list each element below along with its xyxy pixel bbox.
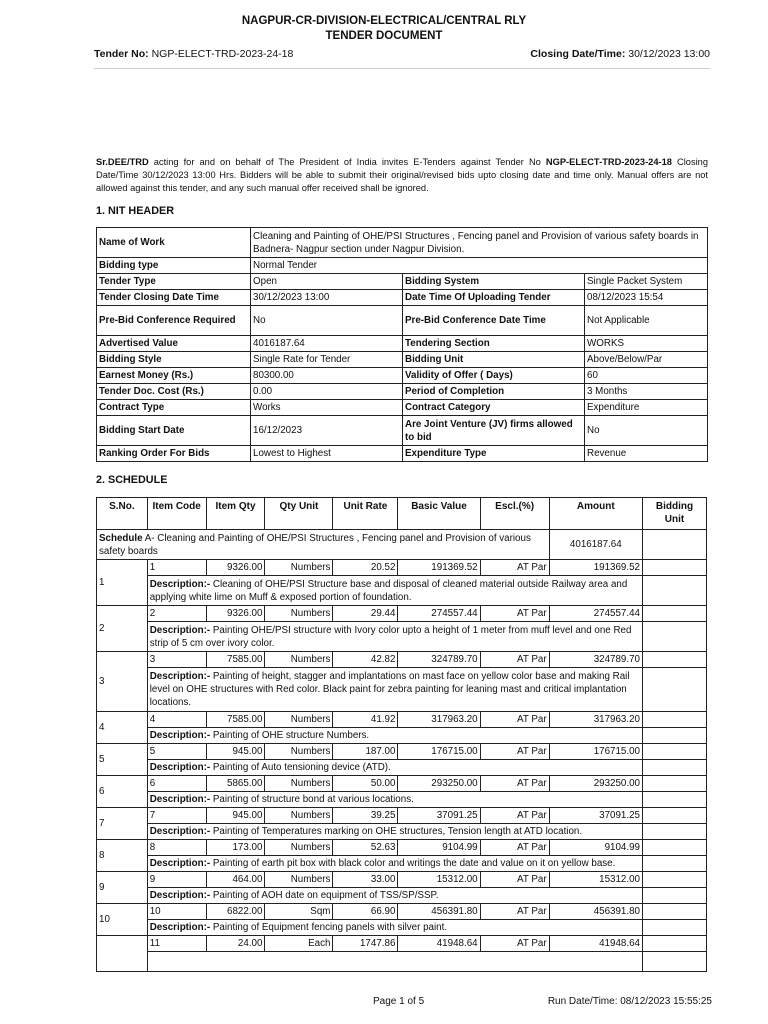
description-row: [97, 920, 707, 936]
serial-number-cell: 3: [97, 652, 148, 712]
bidding-unit-cell: [643, 872, 707, 888]
description-label: Description:-: [149, 826, 211, 837]
nit-header-heading: 1. NIT HEADER: [96, 205, 174, 217]
qty-unit-cell: Sqm: [265, 904, 333, 920]
closing-date-value: 30/12/2023 13:00: [628, 48, 710, 60]
item-description: [147, 856, 642, 872]
nit-field-value: No: [585, 416, 708, 446]
item-description: [147, 576, 642, 606]
nit-field-label: Pre-Bid Conference Date Time: [403, 306, 585, 336]
qty-unit-cell: Numbers: [265, 872, 333, 888]
qty-unit-cell: Numbers: [265, 606, 333, 622]
serial-number-cell: 8: [97, 840, 148, 872]
tender-number-value: NGP-ELECT-TRD-2023-24-18: [151, 48, 294, 60]
description-text: Painting of Equipment fencing panels with silver paint.: [210, 922, 448, 933]
nit-field-label: Period of Completion: [403, 384, 585, 400]
table-row: [97, 904, 707, 920]
amount-cell: 37091.25: [549, 808, 642, 824]
description-row: [97, 792, 707, 808]
amount-cell: 15312.00: [549, 872, 642, 888]
nit-field-label: Bidding Style: [97, 352, 251, 368]
nit-field-value: 80300.00: [251, 368, 403, 384]
qty-unit-cell: Numbers: [265, 744, 333, 760]
unit-rate-cell: 1747.86: [333, 936, 398, 952]
unit-rate-cell: 20.52: [333, 560, 398, 576]
description-row: [97, 728, 707, 744]
serial-number-cell: 2: [97, 606, 148, 652]
qty-unit-cell: Each: [265, 936, 333, 952]
item-code-cell: 9: [147, 872, 206, 888]
bidding-unit-cell: [643, 920, 707, 936]
basic-value-cell: 41948.64: [398, 936, 480, 952]
column-header: Bidding Unit: [643, 498, 707, 530]
document-org-title: NAGPUR-CR-DIVISION-ELECTRICAL/CENTRAL RLY: [241, 15, 527, 27]
item-qty-cell: 6822.00: [206, 904, 265, 920]
serial-number-cell: 7: [97, 808, 148, 840]
item-code-cell: 5: [147, 744, 206, 760]
schedule-header-row: [97, 498, 707, 530]
column-header: Unit Rate: [333, 498, 398, 530]
tender-number-line: [94, 48, 293, 60]
nit-field-label: Tendering Section: [403, 336, 585, 352]
bidding-unit-cell: [643, 576, 707, 606]
page-number: Page 1 of 5: [373, 996, 425, 1007]
schedule-group-row: [97, 530, 707, 560]
description-label: Description:-: [149, 922, 211, 933]
escalation-cell: AT Par: [480, 744, 549, 760]
item-qty-cell: 9326.00: [206, 606, 265, 622]
description-row: [97, 576, 707, 606]
basic-value-cell: 176715.00: [398, 744, 480, 760]
item-description: [147, 952, 642, 972]
qty-unit-cell: Numbers: [265, 652, 333, 668]
bidding-unit-cell: [643, 728, 707, 744]
description-row: [97, 824, 707, 840]
nit-field-label: Tender Type: [97, 274, 251, 290]
bidding-unit-cell: [643, 776, 707, 792]
amount-cell: 456391.80: [549, 904, 642, 920]
header-divider: [94, 68, 710, 69]
serial-number-cell: [97, 936, 148, 972]
escalation-cell: AT Par: [480, 904, 549, 920]
item-code-cell: 1: [147, 560, 206, 576]
table-row: [97, 606, 707, 622]
nit-field-value: Single Rate for Tender: [251, 352, 403, 368]
description-label: Description:-: [149, 762, 211, 773]
column-header: Escl.(%): [480, 498, 549, 530]
bidding-unit-cell: [643, 622, 707, 652]
description-row: [97, 668, 707, 712]
item-code-cell: 7: [147, 808, 206, 824]
escalation-cell: AT Par: [480, 712, 549, 728]
amount-cell: 176715.00: [549, 744, 642, 760]
bidding-unit-cell: [643, 856, 707, 872]
bidding-unit-cell: [643, 888, 707, 904]
nit-field-value: Works: [251, 400, 403, 416]
item-qty-cell: 7585.00: [206, 652, 265, 668]
description-row: [97, 622, 707, 652]
bidding-unit-cell: [643, 760, 707, 776]
table-row: [97, 744, 707, 760]
intro-paragraph: [96, 156, 708, 195]
unit-rate-cell: 42.82: [333, 652, 398, 668]
nit-field-label: Validity of Offer ( Days): [403, 368, 585, 384]
escalation-cell: AT Par: [480, 872, 549, 888]
escalation-cell: AT Par: [480, 606, 549, 622]
description-text: Painting of AOH date on equipment of TSS/SP/SSP.: [210, 890, 439, 901]
description-text: Painting of earth pit box with black color and writings the date and value on it on yellow base.: [210, 858, 616, 869]
description-row: [97, 888, 707, 904]
table-row: [97, 652, 707, 668]
closing-date-line: [530, 48, 710, 60]
item-description: [147, 792, 642, 808]
item-description: [147, 728, 642, 744]
nit-field-value: Expenditure: [585, 400, 708, 416]
bidding-unit-cell: [643, 792, 707, 808]
schedule-group-title: [97, 530, 550, 560]
table-row: [97, 872, 707, 888]
bidding-unit-cell: [643, 606, 707, 622]
table-row: [97, 352, 708, 368]
table-row: [97, 306, 708, 336]
nit-field-value: Not Applicable: [585, 306, 708, 336]
column-header: Basic Value: [398, 498, 480, 530]
intro-authority: Sr.DEE/TRD: [96, 157, 149, 167]
nit-field-label: Bidding Unit: [403, 352, 585, 368]
unit-rate-cell: 39.25: [333, 808, 398, 824]
column-header: Item Qty: [206, 498, 265, 530]
table-row: [97, 712, 707, 728]
nit-field-label: Ranking Order For Bids: [97, 446, 251, 462]
unit-rate-cell: 50.00: [333, 776, 398, 792]
item-qty-cell: 945.00: [206, 744, 265, 760]
escalation-cell: AT Par: [480, 840, 549, 856]
description-row: [97, 856, 707, 872]
amount-cell: 293250.00: [549, 776, 642, 792]
escalation-cell: AT Par: [480, 936, 549, 952]
unit-rate-cell: 33.00: [333, 872, 398, 888]
description-label: Description:-: [149, 730, 211, 741]
unit-rate-cell: 66.90: [333, 904, 398, 920]
column-header: Item Code: [147, 498, 206, 530]
nit-field-label: Bidding Start Date: [97, 416, 251, 446]
nit-field-value: 0.00: [251, 384, 403, 400]
table-row: [97, 274, 708, 290]
item-qty-cell: 9326.00: [206, 560, 265, 576]
escalation-cell: AT Par: [480, 808, 549, 824]
bidding-unit-cell: [643, 744, 707, 760]
nit-field-value: 60: [585, 368, 708, 384]
description-label: Description:-: [149, 624, 211, 636]
table-row: [97, 446, 708, 462]
document-title: TENDER DOCUMENT: [325, 30, 443, 42]
description-label: Description:-: [149, 578, 211, 590]
bidding-unit-cell: [643, 808, 707, 824]
item-description: [147, 668, 642, 712]
qty-unit-cell: Numbers: [265, 776, 333, 792]
bidding-unit-cell: [643, 936, 707, 952]
amount-cell: 191369.52: [549, 560, 642, 576]
nit-field-value: 08/12/2023 15:54: [585, 290, 708, 306]
table-row: [97, 840, 707, 856]
schedule-heading: 2. SCHEDULE: [96, 474, 168, 486]
unit-rate-cell: 187.00: [333, 744, 398, 760]
table-row: [97, 776, 707, 792]
item-description: [147, 622, 642, 652]
description-label: Description:-: [149, 794, 211, 805]
bidding-unit-cell: [643, 560, 707, 576]
table-row: [97, 336, 708, 352]
description-row: [97, 952, 707, 972]
bidding-unit-cell: [643, 840, 707, 856]
item-code-cell: 8: [147, 840, 206, 856]
basic-value-cell: 191369.52: [398, 560, 480, 576]
basic-value-cell: 9104.99: [398, 840, 480, 856]
intro-text-1: acting for and on behalf of The President of India invites E-Tenders against Tender No: [148, 157, 546, 167]
serial-number-cell: 5: [97, 744, 148, 776]
amount-cell: 317963.20: [549, 712, 642, 728]
table-row: [97, 416, 708, 446]
serial-number-cell: 10: [97, 904, 148, 936]
nit-field-label: Are Joint Venture (JV) firms allowed to bid: [403, 416, 585, 446]
intro-text-2: Closing Date/Time 30/12/2023 13:00 Hrs. Bidders will be able to submit their original/revised bids upto closing date and time only. Manual offers are not allowed against this tender, and any such manual offer received shall be ignored.: [96, 157, 709, 193]
item-description: [147, 888, 642, 904]
nit-field-label: Pre-Bid Conference Required: [97, 306, 251, 336]
nit-field-label: Bidding System: [403, 274, 585, 290]
table-row: [97, 368, 708, 384]
basic-value-cell: 293250.00: [398, 776, 480, 792]
column-header: Qty Unit: [265, 498, 333, 530]
bidding-unit-cell: [643, 652, 707, 668]
schedule-table: [96, 497, 707, 972]
bidding-unit-cell: [643, 668, 707, 712]
item-code-cell: 6: [147, 776, 206, 792]
nit-field-value: 3 Months: [585, 384, 708, 400]
amount-cell: 274557.44: [549, 606, 642, 622]
tender-number-label: Tender No:: [94, 48, 149, 60]
intro-tender-number: NGP-ELECT-TRD-2023-24-18: [545, 157, 672, 167]
bidding-unit-cell: [643, 824, 707, 840]
serial-number-cell: 6: [97, 776, 148, 808]
item-description: [147, 760, 642, 776]
nit-header-table: [96, 227, 708, 462]
amount-cell: 9104.99: [549, 840, 642, 856]
nit-field-value: Revenue: [585, 446, 708, 462]
item-description: [147, 920, 642, 936]
table-row: [97, 384, 708, 400]
item-description: [147, 824, 642, 840]
serial-number-cell: 4: [97, 712, 148, 744]
item-code-cell: 3: [147, 652, 206, 668]
description-text: Painting of height, stagger and implantations on mast face on yellow color base and making Rail level on OHE structures with Red color. Black paint for zebra painting for leaning mast and critical implantation locations.: [149, 671, 630, 708]
schedule-group-amount: 4016187.64: [549, 530, 642, 560]
nit-field-value: 4016187.64: [251, 336, 403, 352]
nit-field-value: No: [251, 306, 403, 336]
qty-unit-cell: Numbers: [265, 808, 333, 824]
item-qty-cell: 5865.00: [206, 776, 265, 792]
schedule-text: A- Cleaning and Painting of OHE/PSI Structures , Fencing panel and Provision of various safety boards: [99, 532, 531, 557]
description-label: Description:-: [149, 858, 211, 869]
item-qty-cell: 7585.00: [206, 712, 265, 728]
qty-unit-cell: Numbers: [265, 840, 333, 856]
nit-field-label: Date Time Of Uploading Tender: [403, 290, 585, 306]
description-row: [97, 760, 707, 776]
column-header: Amount: [549, 498, 642, 530]
amount-cell: 324789.70: [549, 652, 642, 668]
basic-value-cell: 324789.70: [398, 652, 480, 668]
table-row: [97, 258, 708, 274]
unit-rate-cell: 52.63: [333, 840, 398, 856]
item-qty-cell: 464.00: [206, 872, 265, 888]
schedule-group-bidding-unit: [643, 530, 707, 560]
name-of-work-value: Cleaning and Painting of OHE/PSI Structures , Fencing panel and Provision of various safety boards in Badnera- Nagpur section under Nagpur Division.: [251, 228, 708, 258]
item-qty-cell: 945.00: [206, 808, 265, 824]
description-label: Description:-: [149, 890, 211, 901]
nit-field-label: Earnest Money (Rs.): [97, 368, 251, 384]
table-row: [97, 560, 707, 576]
basic-value-cell: 15312.00: [398, 872, 480, 888]
bidding-type-label: Bidding type: [97, 258, 251, 274]
nit-field-value: Lowest to Highest: [251, 446, 403, 462]
serial-number-cell: 1: [97, 560, 148, 606]
table-row: [97, 228, 708, 258]
nit-field-value: WORKS: [585, 336, 708, 352]
nit-field-label: Tender Closing Date Time: [97, 290, 251, 306]
nit-field-label: Advertised Value: [97, 336, 251, 352]
item-qty-cell: 173.00: [206, 840, 265, 856]
nit-field-value: Above/Below/Par: [585, 352, 708, 368]
nit-field-value: Single Packet System: [585, 274, 708, 290]
basic-value-cell: 274557.44: [398, 606, 480, 622]
description-text: Painting of structure bond at various locations.: [210, 794, 414, 805]
table-row: [97, 290, 708, 306]
table-row: [97, 400, 708, 416]
name-of-work-label: Name of Work: [97, 228, 251, 258]
description-text: Painting OHE/PSI structure with Ivory color upto a height of 1 meter from muff level and one Red strip of 5 cm over ivory color.: [149, 624, 632, 649]
column-header: S.No.: [97, 498, 148, 530]
description-text: Cleaning of OHE/PSI Structure base and disposal of cleaned material outside Railway area and applying white lime on Muff & exposed portion of foundation.: [149, 578, 628, 603]
amount-cell: 41948.64: [549, 936, 642, 952]
bidding-unit-cell: [643, 904, 707, 920]
table-row: [97, 808, 707, 824]
basic-value-cell: 37091.25: [398, 808, 480, 824]
escalation-cell: AT Par: [480, 560, 549, 576]
nit-field-value: Open: [251, 274, 403, 290]
nit-field-label: Expenditure Type: [403, 446, 585, 462]
qty-unit-cell: Numbers: [265, 712, 333, 728]
nit-field-label: Tender Doc. Cost (Rs.): [97, 384, 251, 400]
item-code-cell: 10: [147, 904, 206, 920]
qty-unit-cell: Numbers: [265, 560, 333, 576]
item-code-cell: 11: [147, 936, 206, 952]
run-date-time: Run Date/Time: 08/12/2023 15:55:25: [547, 996, 712, 1007]
description-text: Painting of Temperatures marking on OHE structures, Tension length at ATD location.: [210, 826, 583, 837]
description-text: Painting of Auto tensioning device (ATD).: [210, 762, 391, 773]
unit-rate-cell: 29.44: [333, 606, 398, 622]
serial-number-cell: 9: [97, 872, 148, 904]
item-code-cell: 2: [147, 606, 206, 622]
closing-date-label: Closing Date/Time:: [530, 48, 626, 60]
schedule-label: Schedule: [99, 532, 143, 544]
unit-rate-cell: 41.92: [333, 712, 398, 728]
escalation-cell: AT Par: [480, 652, 549, 668]
table-row: [97, 936, 707, 952]
bidding-unit-cell: [643, 952, 707, 972]
basic-value-cell: 456391.80: [398, 904, 480, 920]
nit-field-label: Contract Category: [403, 400, 585, 416]
item-code-cell: 4: [147, 712, 206, 728]
description-text: Painting of OHE structure Numbers.: [210, 730, 370, 741]
description-label: Description:-: [149, 671, 211, 682]
bidding-unit-cell: [643, 712, 707, 728]
escalation-cell: AT Par: [480, 776, 549, 792]
basic-value-cell: 317963.20: [398, 712, 480, 728]
nit-field-label: Contract Type: [97, 400, 251, 416]
nit-field-value: 30/12/2023 13:00: [251, 290, 403, 306]
bidding-type-value: Normal Tender: [251, 258, 708, 274]
nit-field-value: 16/12/2023: [251, 416, 403, 446]
item-qty-cell: 24.00: [206, 936, 265, 952]
